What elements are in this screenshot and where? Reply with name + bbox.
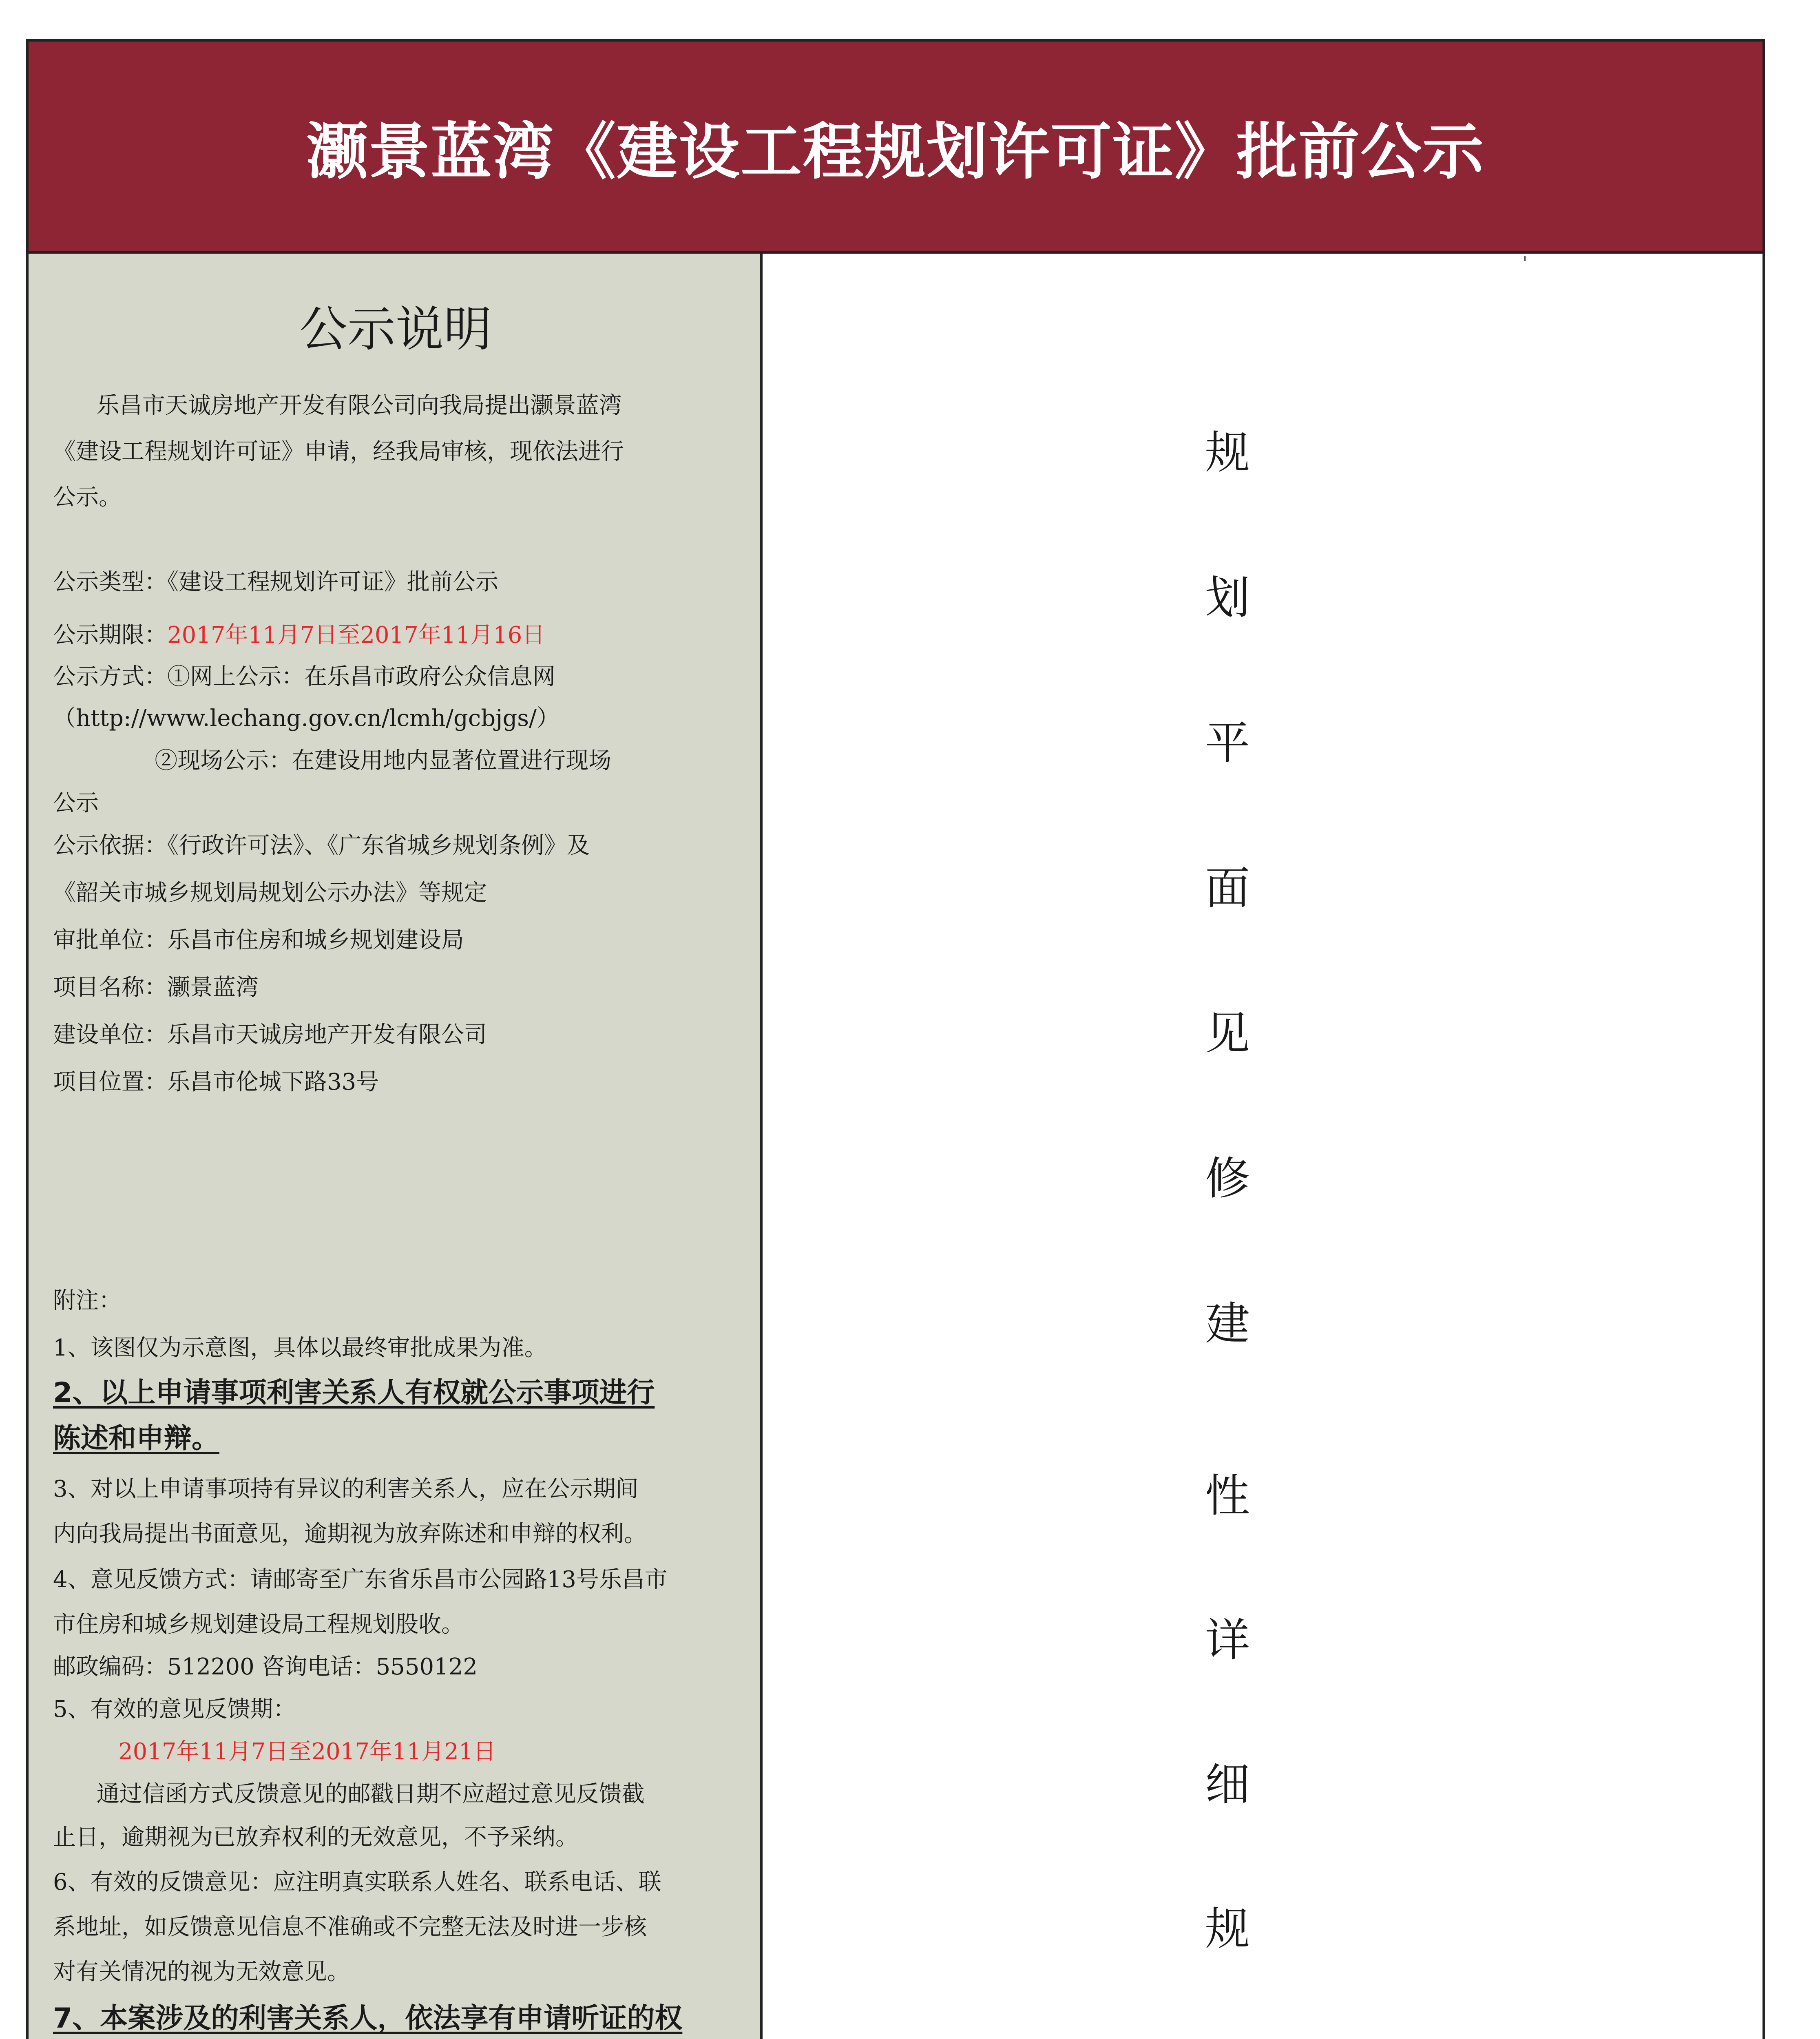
method-line-3: 公示 [53, 790, 99, 816]
intro-line-3: 公示。 [53, 484, 122, 511]
note-4-line-3: 邮政编码：512200 咨询电话：5550122 [53, 1654, 478, 1680]
intro-line-1: 乐昌市天诚房地产开发有限公司向我局提出灏景蓝湾 [53, 392, 622, 419]
page-title: 灏景蓝湾《建设工程规划许可证》批前公示 [306, 117, 1484, 188]
note-4-line-2: 市住房和城乡规划建设局工程规划股收。 [53, 1611, 464, 1638]
plan-caption-char [1199, 2037, 1256, 2039]
notice-panel [29, 254, 763, 2039]
project-name: 项目名称：灏景蓝湾 [53, 974, 259, 1001]
plan-panel [763, 254, 1763, 2039]
notes-label: 附注： [53, 1287, 122, 1314]
note-5-line-3: 止日，逾期视为已放弃权利的无效意见，不予采纳。 [53, 1824, 578, 1851]
plan-caption-char: 细 [1205, 1758, 1250, 1811]
note-1: 1、该图仅为示意图，具体以最终审批成果为准。 [53, 1335, 547, 1361]
basis-line-2: 《韶关市城乡规划局规划公示办法》等规定 [53, 880, 487, 906]
period-label: 公示期限： [53, 622, 167, 648]
note-5-line-2: 通过信函方式反馈意见的邮戳日期不应超过意见反馈截 [53, 1781, 645, 1807]
plan-caption-char: 平 [1205, 717, 1250, 769]
note-3-line-1: 3、对以上申请事项持有异议的利害关系人，应在公示期间 [53, 1476, 639, 1502]
header-banner [29, 42, 1763, 254]
plan-caption-char: 规 [1205, 427, 1250, 479]
period-value: 2017年11月7日至2017年11月16日 [167, 622, 545, 648]
note-6-line-3: 对有关情况的视为无效意见。 [53, 1959, 350, 1985]
basis-line-1: 公示依据：《行政许可法》、《广东省城乡规划条例》及 [53, 832, 590, 859]
plan-caption-char: 划 [1205, 572, 1250, 624]
plan-caption-char: 建 [1205, 1298, 1250, 1350]
builder: 建设单位：乐昌市天诚房地产开发有限公司 [53, 1022, 487, 1048]
notice-type: 公示类型：《建设工程规划许可证》批前公示 [53, 569, 498, 595]
note-5-date: 2017年11月7日至2017年11月21日 [118, 1738, 496, 1765]
method-line-1: 公示方式：①网上公示：在乐昌市政府公众信息网 [53, 663, 555, 690]
note-2-line-2: 陈述和申辩。 [53, 1422, 220, 1455]
note-3-line-2: 内向我局提出书面意见，逾期视为放弃陈述和申辩的权利。 [53, 1521, 647, 1547]
method-line-2: ②现场公示：在建设用地内显著位置进行现场 [53, 747, 612, 774]
divider-tick [1524, 256, 1526, 261]
note-7-line-1: 7、本案涉及的利害关系人，依法享有申请听证的权 [53, 2002, 683, 2035]
note-2-line-1: 2、以上申请事项利害关系人有权就公示事项进行 [53, 1377, 655, 1409]
intro-line-2: 《建设工程规划许可证》申请，经我局审核，现依法进行 [53, 438, 624, 465]
plan-caption-char: 见 [1205, 1007, 1250, 1059]
note-5-line-1: 5、有效的意见反馈期： [53, 1696, 296, 1723]
notice-title: 公示说明 [299, 301, 492, 357]
plan-caption-char: 性 [1205, 1470, 1250, 1522]
plan-caption-char: 修 [1205, 1152, 1250, 1205]
plan-caption-char: 规 [1205, 1903, 1250, 1955]
note-6-line-2: 系地址，如反馈意见信息不准确或不完整无法及时进一步核 [53, 1914, 647, 1940]
notice-period [53, 624, 738, 647]
method-url: （http://www.lechang.gov.cn/lcmh/gcbjgs/） [53, 705, 559, 732]
plan-caption-char: 面 [1205, 862, 1250, 914]
approver: 审批单位：乐昌市住房和城乡规划建设局 [53, 927, 464, 953]
note-6-line-1: 6、有效的反馈意见：应注明真实联系人姓名、联系电话、联 [53, 1869, 661, 1895]
plan-caption-char: 详 [1205, 1614, 1250, 1666]
location: 项目位置：乐昌市伦城下路33号 [53, 1069, 379, 1095]
note-4-line-1: 4、意见反馈方式：请邮寄至广东省乐昌市公园路13号乐昌市 [53, 1566, 668, 1593]
